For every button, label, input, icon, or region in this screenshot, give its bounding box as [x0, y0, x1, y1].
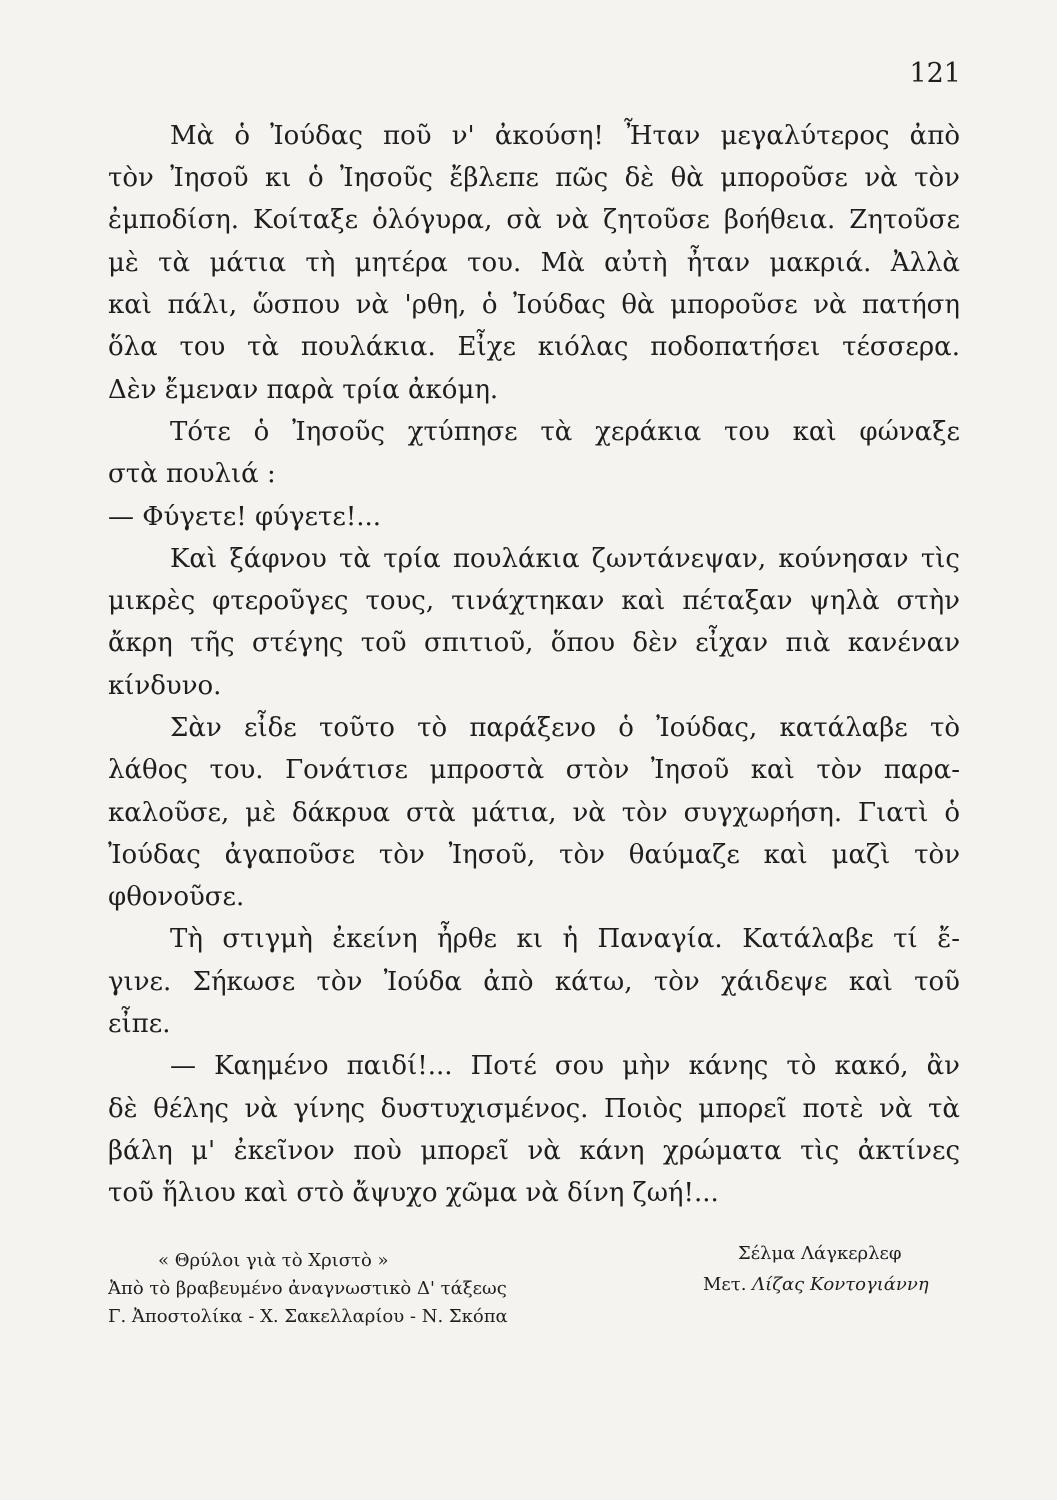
translator-name: Λίζας Κοντογιάννη: [752, 1274, 929, 1295]
text-line: βάλη μ' ἐκεῖνον ποὺ μπορεῖ νὰ κάνη χρώματα τὶς ἀκτίνες: [108, 1136, 960, 1166]
translator-prefix: Μετ.: [703, 1274, 747, 1295]
text-line: στὰ πουλιά :: [108, 459, 276, 489]
text-line: Ἰούδας ἀγαποῦσε τὸν Ἰησοῦ, τὸν θαύμαζε καὶ μαζὶ τὸν: [108, 840, 960, 870]
author-name: Σέλμα Λάγκερλεφ: [738, 1243, 902, 1264]
text-line: Μὰ ὁ Ἰούδας ποῦ ν' ἀκούση! Ἦταν μεγαλύτερος ἀπὸ: [170, 121, 960, 151]
dialogue-line: — Καημένο παιδί!... Ποτέ σου μὴν κάνης τὸ κακό, ἂν: [170, 1051, 960, 1081]
text-line: Τὴ στιγμὴ ἐκείνη ἦρθε κι ἡ Παναγία. Κατάλαβε τί ἔ-: [170, 924, 960, 954]
text-line: γινε. Σήκωσε τὸν Ἰούδα ἀπὸ κάτω, τὸν χάιδεψε καὶ τοῦ: [108, 967, 960, 997]
text-line: τοῦ ἥλιου καὶ στὸ ἄψυχο χῶμα νὰ δίνη ζωή!...: [108, 1178, 719, 1208]
text-line: μικρὲς φτεροῦγες τους, τινάχτηκαν καὶ πέταξαν ψηλὰ στὴν: [108, 586, 960, 616]
text-line: εἶπε.: [108, 1009, 171, 1039]
text-line: λάθος του. Γονάτισε μπροστὰ στὸν Ἰησοῦ καὶ τὸν παρα-: [108, 755, 960, 785]
text-line: τὸν Ἰησοῦ κι ὁ Ἰησοῦς ἔβλεπε πῶς δὲ θὰ μποροῦσε νὰ τὸν: [108, 163, 960, 193]
text-line: Τότε ὁ Ἰησοῦς χτύπησε τὰ χεράκια του καὶ φώναξε: [170, 417, 960, 447]
source-book: Ἀπὸ τὸ βραβευμένο ἀναγνωστικὸ Δ' τάξεως: [108, 1278, 507, 1299]
translator-credit: [703, 1276, 929, 1294]
source-title: « Θρύλοι γιὰ τὸ Χριστὸ »: [158, 1250, 389, 1271]
text-line: Σὰν εἶδε τοῦτο τὸ παράξενο ὁ Ἰούδας, κατάλαβε τὸ: [170, 713, 960, 743]
text-line: κίνδυνο.: [108, 671, 222, 701]
text-line: Καὶ ξάφνου τὰ τρία πουλάκια ζωντάνεψαν, κούνησαν τὶς: [170, 544, 960, 574]
text-line: δὲ θέλης νὰ γίνης δυστυχισμένος. Ποιὸς μπορεῖ ποτὲ νὰ τὰ: [108, 1094, 960, 1124]
source-authors: Γ. Ἀποστολίκα - Χ. Σακελλαρίου - Ν. Σκόπα: [108, 1306, 508, 1327]
text-line: Δὲν ἔμεναν παρὰ τρία ἀκόμη.: [108, 375, 499, 405]
text-line: ὅλα του τὰ πουλάκια. Εἶχε κιόλας ποδοπατήσει τέσσερα.: [108, 332, 960, 362]
dialogue-line: — Φύγετε! φύγετε!...: [108, 502, 382, 532]
text-line: καλοῦσε, μὲ δάκρυα στὰ μάτια, νὰ τὸν συγχωρήση. Γιατὶ ὁ: [108, 798, 960, 828]
page-number: 121: [909, 58, 961, 89]
text-line: φθονοῦσε.: [108, 882, 245, 912]
text-line: μὲ τὰ μάτια τὴ μητέρα του. Μὰ αὐτὴ ἦταν μακριά. Ἀλλὰ: [108, 248, 960, 278]
text-line: ἐμποδίση. Κοίταξε ὁλόγυρα, σὰ νὰ ζητοῦσε βοήθεια. Ζητοῦσε: [108, 205, 960, 235]
text-line: καὶ πάλι, ὥσπου νὰ 'ρθη, ὁ Ἰούδας θὰ μποροῦσε νὰ πατήση: [108, 290, 960, 320]
text-line: ἄκρη τῆς στέγης τοῦ σπιτιοῦ, ὅπου δὲν εἶχαν πιὰ κανέναν: [108, 628, 960, 658]
